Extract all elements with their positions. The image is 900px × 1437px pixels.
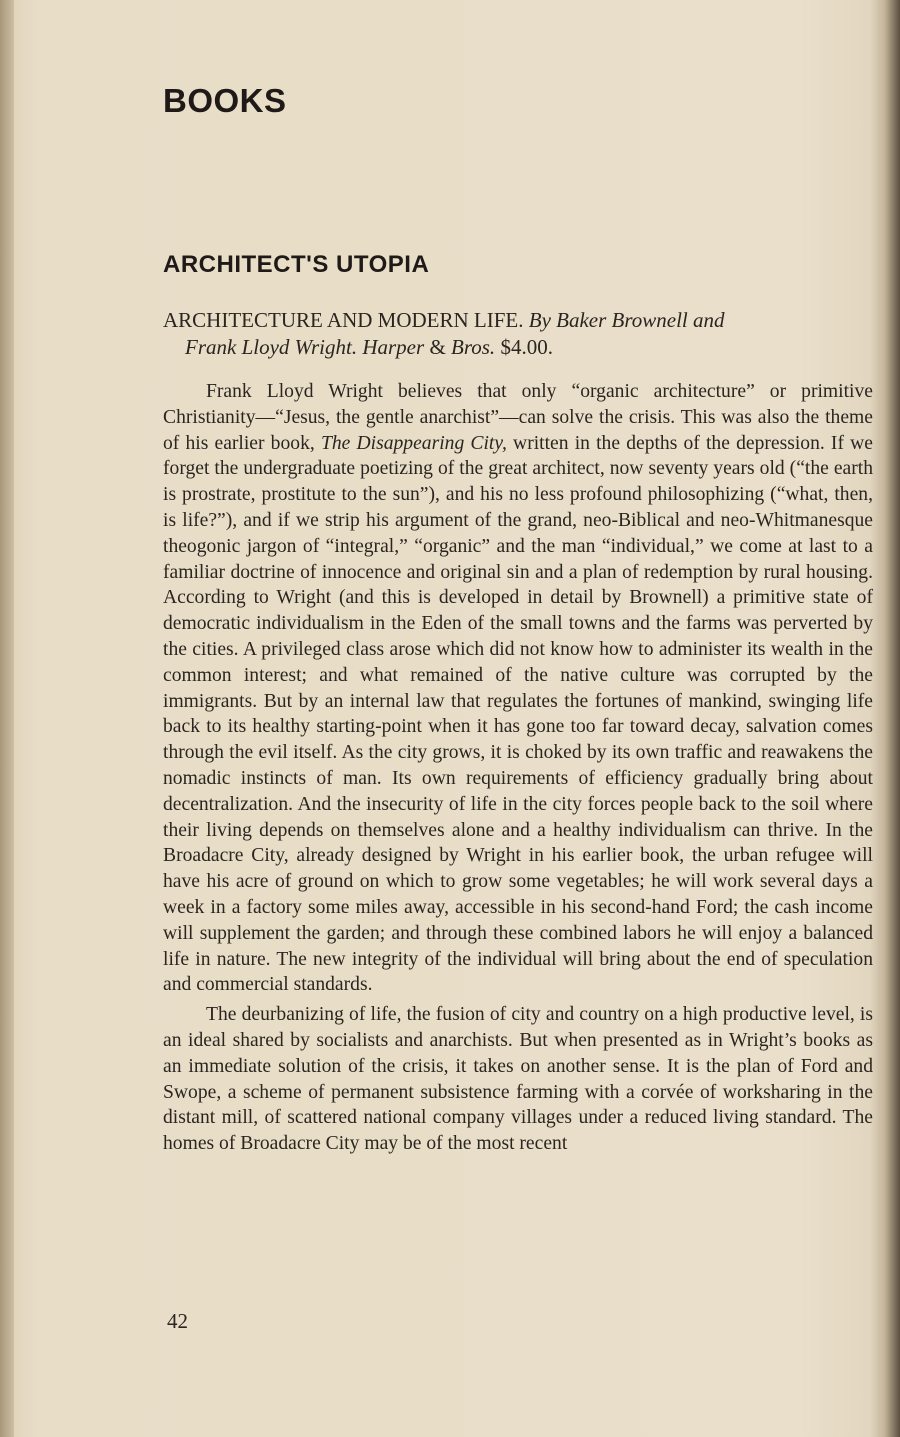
publisher-ampersand: & bbox=[424, 335, 452, 359]
book-authors: By Baker Brownell and bbox=[528, 308, 725, 332]
article-title: ARCHITECT'S UTOPIA bbox=[163, 251, 430, 278]
article-body bbox=[163, 379, 873, 1157]
publisher-name-rest: Bros. bbox=[451, 335, 496, 359]
cited-book-title: The Disappearing City, bbox=[320, 432, 507, 454]
paragraph-1 bbox=[163, 379, 873, 998]
book-authors-cont: Frank Lloyd Wright. bbox=[185, 335, 358, 359]
book-citation bbox=[163, 307, 873, 361]
book-title: ARCHITECTURE AND MODERN LIFE. bbox=[163, 308, 524, 332]
page-outer-edge bbox=[884, 0, 900, 1437]
paragraph-1-text-a: Frank Lloyd Wright believes that only “organic architecture” or primitive Christianity—“Jesus, the gentle anarchist”—can solve the crisis. This was also the theme of his earlier book, bbox=[163, 381, 873, 454]
paragraph-2: The deurbanizing of life, the fusion of city and country on a high productive level, is an ideal shared by socialists and anarchists. But when presented as in Wright’s books as an immediate solution of the crisis, it takes on another sense. It is the plan of Ford and Swope, a scheme of permanent subsistence farming with a corvée of worksharing in the distant mill, of scattered national company villages under a reduced living standard. The homes of Broadacre City may be of the most recent bbox=[163, 1004, 873, 1155]
book-price: $4.00. bbox=[500, 335, 553, 359]
paragraph-1-text-b: written in the depths of the depression. If we forget the undergraduate poetizing of the great architect, now seventy years old (“the earth is prostrate, prostitute to the sun”), and his no less profound philosophizing (“what, then, is life?”), and if we strip his argument of the grand, neo-Biblical and neo-Whitmanesque theogonic jargon of “integral,” “organic” and the man “individual,” we come at last to a familiar doctrine of innocence and original sin and a plan of redemption by rural housing. According to Wright (and this is developed in detail by Brownell) a primitive state of democratic individualism in the Eden of the small towns and the farms was perverted by the cities. A privileged class arose which did not know how to administer its wealth in the common interest; and what remained of the native culture was corrupted by the immigrants. But by an internal law that regulates the fortunes of mankind, swinging life back to its healthy starting-point when it has gone too far toward decay, salvation comes through the evil itself. As the city grows, it is choked by its own traffic and reawakens the nomadic instincts of man. Its own requirements of efficiency gradually bring about decentralization. And the insecurity of life in the city forces people back to the soil where their living depends on themselves alone and a healthy individualism can thrive. In the Broadacre City, already designed by Wright in his earlier book, the urban refugee will have his acre of ground on which to grow some vegetables; he will work several days a week in a factory some miles away, accessible in his second-hand Ford; the cash income will supplement the garden; and through these combined labors he will enjoy a balanced life in nature. The new integrity of the individual will bring about the end of speculation and commercial standards. bbox=[163, 432, 873, 996]
page-binding-edge bbox=[0, 0, 14, 1437]
page-number: 42 bbox=[167, 1309, 188, 1333]
publisher-name: Harper bbox=[362, 335, 425, 359]
section-title: BOOKS bbox=[163, 82, 287, 119]
citation-continued bbox=[163, 334, 873, 361]
